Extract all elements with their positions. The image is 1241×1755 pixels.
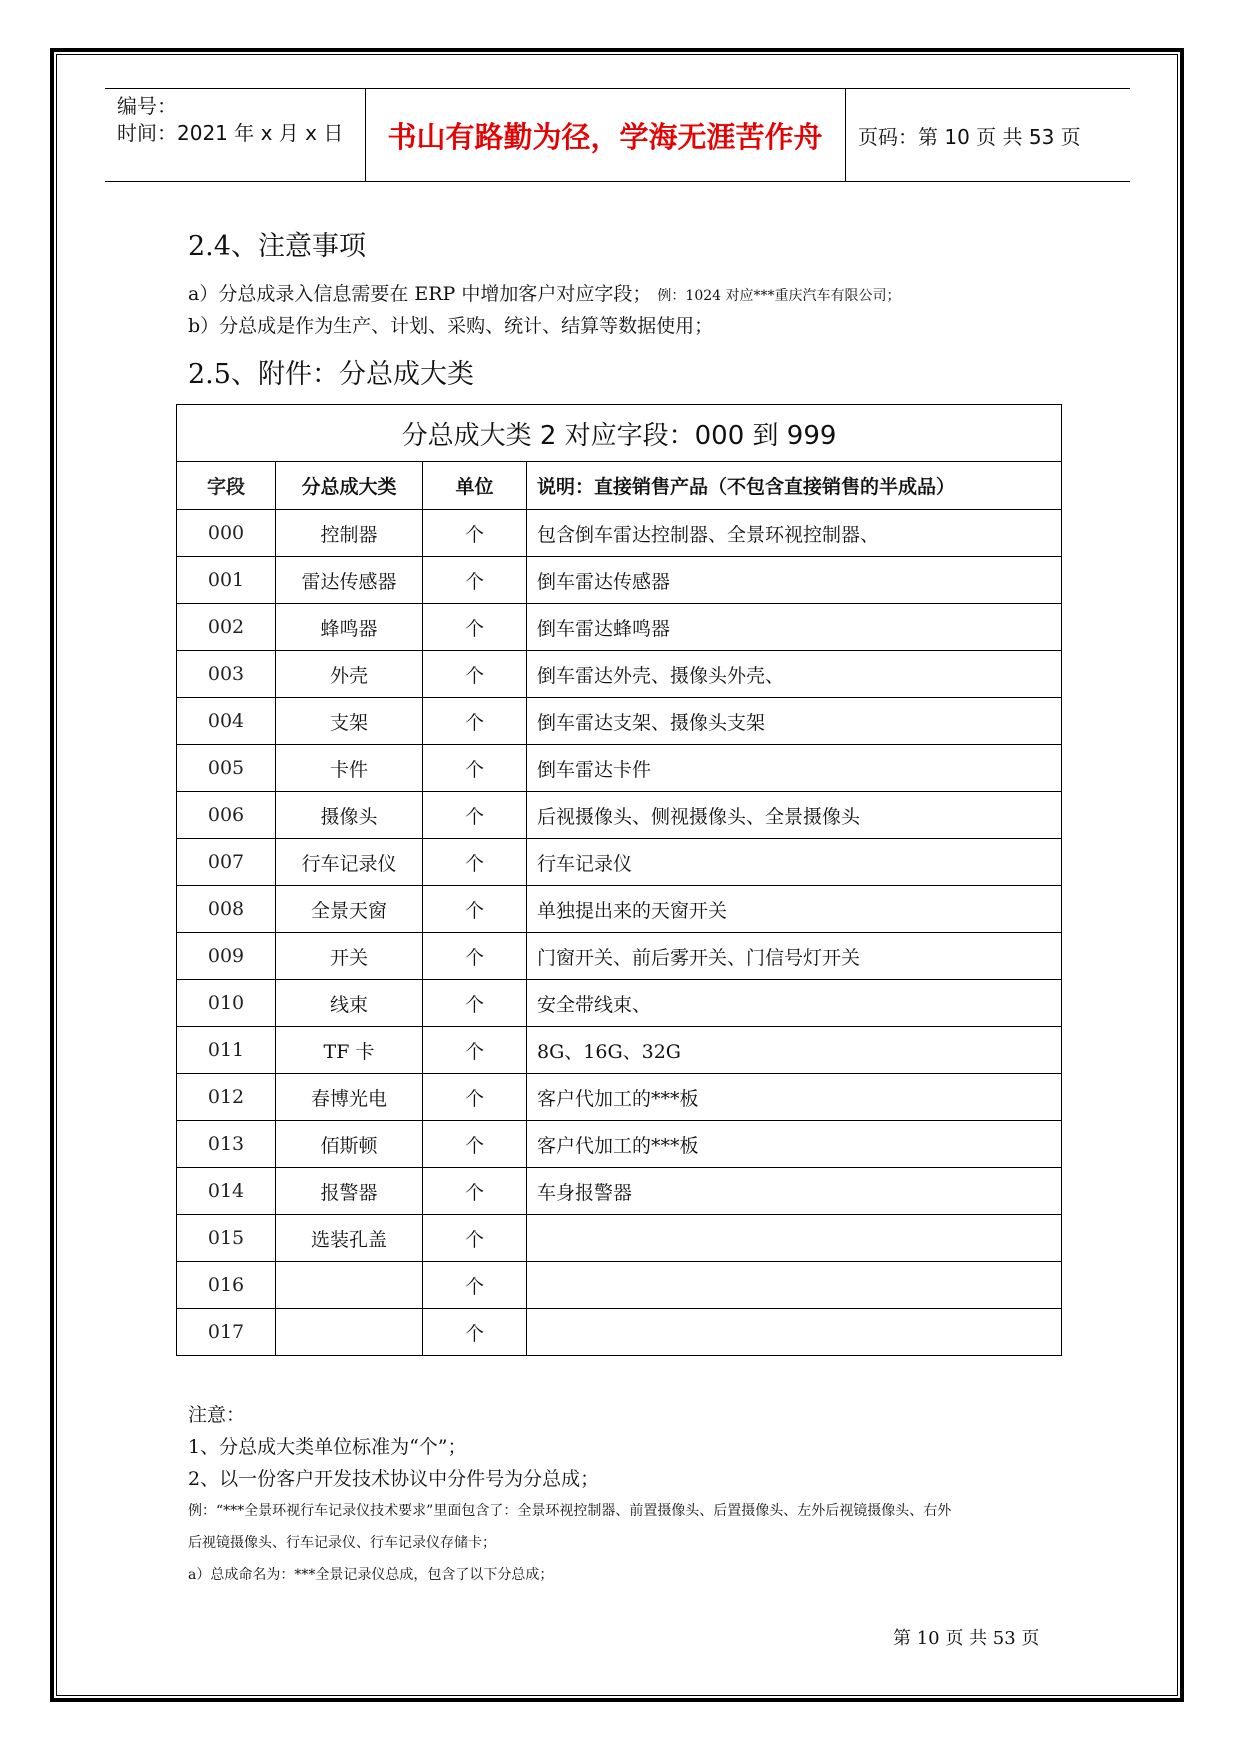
row-unit: 个 [423, 651, 527, 698]
row-desc: 客户代加工的***板 [527, 1074, 1062, 1121]
section-heading-2-5: 2.5、附件：分总成大类 [188, 359, 474, 390]
note-example-line-3: a）总成命名为：***全景记录仪总成，包含了以下分总成； [188, 1567, 554, 1583]
table-row [177, 1215, 1062, 1262]
row-name: 全景天窗 [276, 886, 423, 933]
row-code: 016 [177, 1262, 276, 1309]
row-unit: 个 [423, 698, 527, 745]
row-name: 控制器 [276, 510, 423, 557]
row-code: 015 [177, 1215, 276, 1262]
col-header-name: 分总成大类 [276, 462, 423, 510]
row-unit: 个 [423, 1074, 527, 1121]
row-name: 行车记录仪 [276, 839, 423, 886]
row-desc: 包含倒车雷达控制器、全景环视控制器、 [527, 510, 1062, 557]
table-row [177, 604, 1062, 651]
row-unit: 个 [423, 933, 527, 980]
table-row [177, 510, 1062, 557]
row-code: 007 [177, 839, 276, 886]
notes-title: 注意： [188, 1404, 246, 1426]
row-name: 雷达传感器 [276, 557, 423, 604]
row-unit: 个 [423, 1262, 527, 1309]
table-row [177, 651, 1062, 698]
row-desc [527, 1262, 1062, 1309]
table-title: 分总成大类 2 对应字段：000 到 999 [177, 405, 1062, 462]
section-heading-2-4: 2.4、注意事项 [188, 231, 366, 262]
row-name: 摄像头 [276, 792, 423, 839]
row-code: 011 [177, 1027, 276, 1074]
row-code: 017 [177, 1309, 276, 1356]
note-2: 2、以一份客户开发技术协议中分件号为分总成； [188, 1468, 600, 1490]
col-header-unit: 单位 [423, 462, 527, 510]
row-desc: 安全带线束、 [527, 980, 1062, 1027]
row-name: 卡件 [276, 745, 423, 792]
row-name [276, 1309, 423, 1356]
table-body [177, 510, 1062, 1356]
row-desc: 门窗开关、前后雾开关、门信号灯开关 [527, 933, 1062, 980]
row-name: 蜂鸣器 [276, 604, 423, 651]
row-name: 线束 [276, 980, 423, 1027]
table-row [177, 1168, 1062, 1215]
table-row [177, 698, 1062, 745]
table-row [177, 839, 1062, 886]
row-desc [527, 1215, 1062, 1262]
row-unit: 个 [423, 839, 527, 886]
row-code: 006 [177, 792, 276, 839]
document-header [105, 88, 1130, 182]
row-name: 支架 [276, 698, 423, 745]
row-desc: 倒车雷达外壳、摄像头外壳、 [527, 651, 1062, 698]
table-row [177, 1309, 1062, 1356]
row-desc [527, 1309, 1062, 1356]
row-desc: 客户代加工的***板 [527, 1121, 1062, 1168]
row-unit: 个 [423, 1168, 527, 1215]
row-desc: 8G、16G、32G [527, 1027, 1062, 1074]
row-unit: 个 [423, 604, 527, 651]
row-unit: 个 [423, 1215, 527, 1262]
row-name: 选装孔盖 [276, 1215, 423, 1262]
row-name [276, 1262, 423, 1309]
row-name: 春博光电 [276, 1074, 423, 1121]
table-row [177, 745, 1062, 792]
row-desc: 后视摄像头、侧视摄像头、全景摄像头 [527, 792, 1062, 839]
row-name: TF 卡 [276, 1027, 423, 1074]
header-page-number: 页码：第 10 页 共 53 页 [858, 124, 1081, 149]
note-1: 1、分总成大类单位标准为“个”； [188, 1436, 467, 1458]
row-code: 013 [177, 1121, 276, 1168]
header-divider [845, 89, 846, 181]
table-row [177, 557, 1062, 604]
row-unit: 个 [423, 980, 527, 1027]
row-desc: 倒车雷达卡件 [527, 745, 1062, 792]
col-header-code: 字段 [177, 462, 276, 510]
row-code: 004 [177, 698, 276, 745]
row-code: 001 [177, 557, 276, 604]
row-code: 003 [177, 651, 276, 698]
row-unit: 个 [423, 886, 527, 933]
header-motto: 书山有路勤为径，学海无涯苦作舟 [387, 119, 823, 154]
header-number: 编号： [117, 94, 177, 118]
row-code: 009 [177, 933, 276, 980]
row-desc: 倒车雷达蜂鸣器 [527, 604, 1062, 651]
row-name: 报警器 [276, 1168, 423, 1215]
row-code: 012 [177, 1074, 276, 1121]
note-item-a-example: 例：1024 对应***重庆汽车有限公司； [657, 288, 901, 304]
note-item-a-text: a）分总成录入信息需要在 ERP 中增加客户对应字段； [188, 283, 652, 305]
subassembly-category-table [176, 404, 1062, 1356]
table-row [177, 1262, 1062, 1309]
header-meta [117, 93, 343, 147]
note-item-a [188, 279, 901, 306]
row-code: 002 [177, 604, 276, 651]
row-unit: 个 [423, 510, 527, 557]
table-row [177, 886, 1062, 933]
row-code: 005 [177, 745, 276, 792]
row-code: 010 [177, 980, 276, 1027]
note-example-line-2: 后视镜摄像头、行车记录仪、行车记录仪存储卡； [188, 1535, 496, 1551]
row-unit: 个 [423, 745, 527, 792]
row-unit: 个 [423, 792, 527, 839]
row-unit: 个 [423, 1121, 527, 1168]
note-item-b: b）分总成是作为生产、计划、采购、统计、结算等数据使用； [188, 315, 714, 337]
page-footer: 第 10 页 共 53 页 [893, 1628, 1040, 1649]
row-code: 014 [177, 1168, 276, 1215]
header-time: 时间：2021 年 x 月 x 日 [117, 121, 344, 145]
note-example-line-1: 例：“***全景环视行车记录仪技术要求”里面包含了：全景环视控制器、前置摄像头、后置摄像头、左外后视镜摄像头、右外 [188, 1503, 952, 1519]
table-row [177, 933, 1062, 980]
row-name: 外壳 [276, 651, 423, 698]
table-row [177, 1074, 1062, 1121]
table-row [177, 1027, 1062, 1074]
table-row [177, 1121, 1062, 1168]
row-unit: 个 [423, 557, 527, 604]
row-desc: 单独提出来的天窗开关 [527, 886, 1062, 933]
row-desc: 车身报警器 [527, 1168, 1062, 1215]
row-name: 佰斯顿 [276, 1121, 423, 1168]
row-desc: 倒车雷达传感器 [527, 557, 1062, 604]
row-code: 008 [177, 886, 276, 933]
row-unit: 个 [423, 1027, 527, 1074]
row-desc: 倒车雷达支架、摄像头支架 [527, 698, 1062, 745]
row-code: 000 [177, 510, 276, 557]
row-desc: 行车记录仪 [527, 839, 1062, 886]
row-name: 开关 [276, 933, 423, 980]
table-row [177, 792, 1062, 839]
table-row [177, 980, 1062, 1027]
row-unit: 个 [423, 1309, 527, 1356]
col-header-desc: 说明：直接销售产品（不包含直接销售的半成品） [527, 462, 1062, 510]
